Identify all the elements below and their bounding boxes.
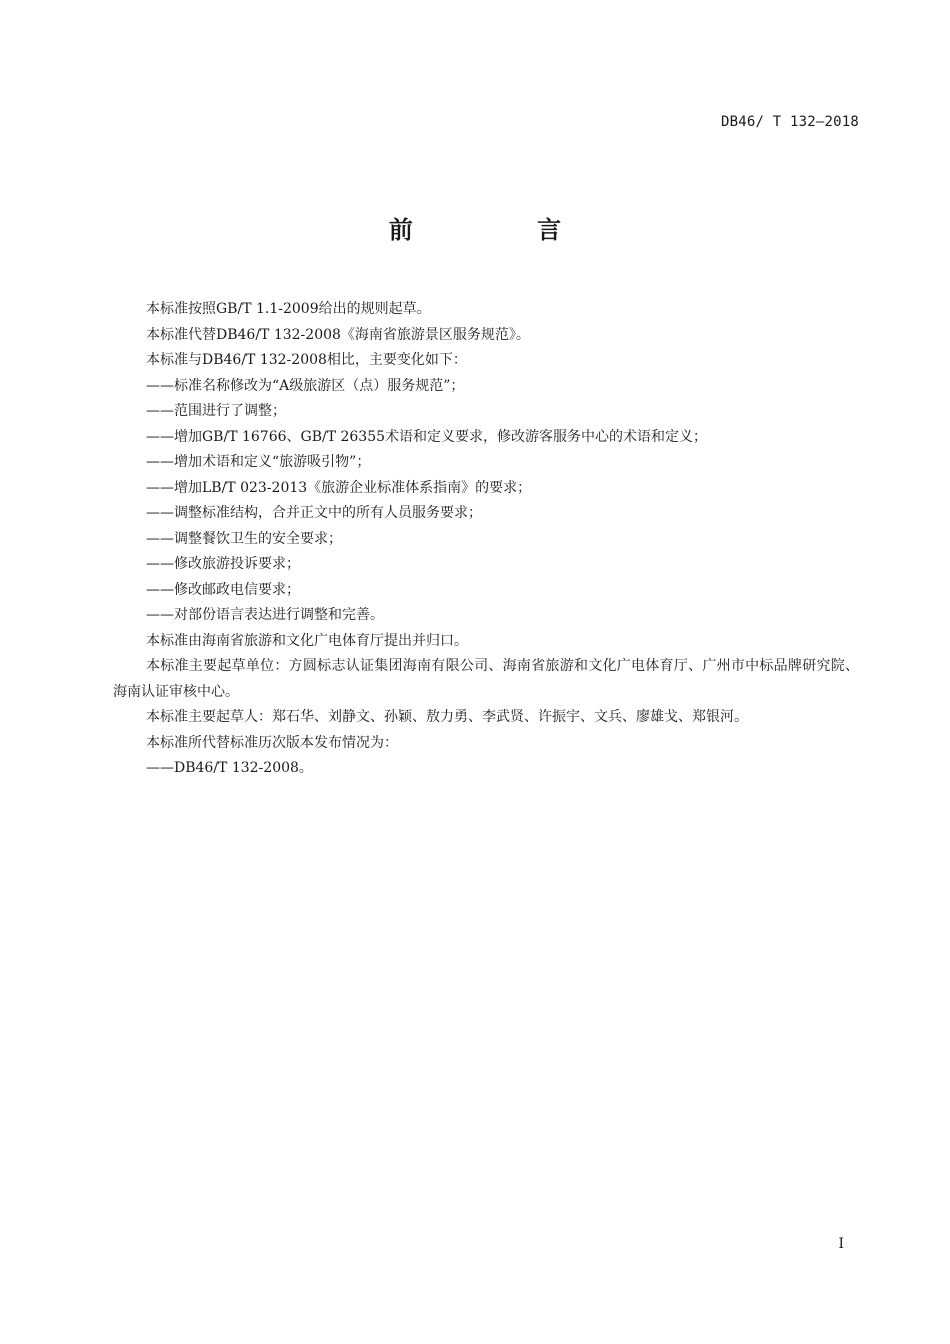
paragraph-drafting-units: 本标准主要起草单位：方圆标志认证集团海南有限公司、海南省旅游和文化广电体育厅、广州市中标品牌研究院、海南认证审核中心。	[113, 658, 859, 700]
list-item: ——修改旅游投诉要求；	[146, 556, 300, 572]
list-item: ——调整标准结构，合并正文中的所有人员服务要求；	[146, 505, 482, 521]
list-item: ——增加术语和定义“旅游吸引物”；	[146, 454, 371, 470]
paragraph: 本标准代替DB46/T 132-2008《海南省旅游景区服务规范》。	[146, 326, 530, 343]
foreword-body	[113, 297, 859, 782]
paragraph: 本标准所代替标准历次版本发布情况为：	[146, 734, 398, 751]
page-title: 前 言	[388, 216, 620, 244]
standard-code: DB46/ T 132—2018	[720, 114, 859, 130]
paragraph: 本标准按照GB/T 1.1-2009给出的规则起草。	[146, 301, 431, 317]
paragraph: 本标准与DB46/T 132-2008相比，主要变化如下：	[146, 352, 467, 368]
list-item: ——增加LB/T 023-2013《旅游企业标准体系指南》的要求；	[146, 479, 532, 496]
list-item: ——增加GB/T 16766、GB/T 26355术语和定义要求，修改游客服务中心的术语和定义；	[146, 428, 708, 445]
list-item: ——修改邮政电信要求；	[146, 581, 300, 598]
paragraph: 本标准由海南省旅游和文化广电体育厅提出并归口。	[146, 632, 468, 649]
list-item: ——范围进行了调整；	[146, 403, 286, 419]
list-item: ——对部份语言表达进行调整和完善。	[146, 607, 384, 623]
paragraph-drafters: 本标准主要起草人：郑石华、刘静文、孙颖、敖力勇、李武贤、许振宇、文兵、廖雄戈、郑银河。	[146, 709, 748, 725]
list-item: ——调整餐饮卫生的安全要求；	[146, 530, 342, 547]
list-item: ——标准名称修改为“A级旅游区（点）服务规范”；	[146, 377, 465, 394]
list-item: ——DB46/T 132-2008。	[146, 760, 313, 776]
page-number: I	[838, 1236, 844, 1252]
